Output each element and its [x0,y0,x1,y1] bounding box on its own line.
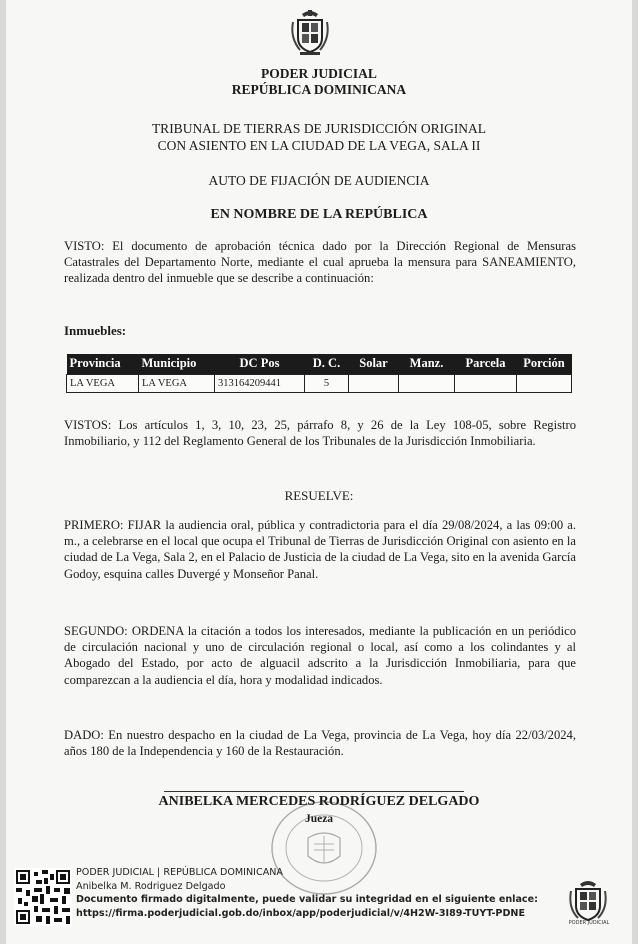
column-header: Manz. [399,354,455,374]
digital-signature-footer [76,866,546,920]
column-header: Provincia [67,354,139,374]
institution-header [6,66,632,98]
inmuebles-label: Inmuebles: [64,323,127,338]
column-header: Solar [349,354,399,374]
primero-paragraph: PRIMERO: FIJAR la audiencia oral, pública y contradictoria para el día 29/08/2024, a las 09:00 a. m., a celebrarse en el local que ocupa el Tribunal de Tierras de Jurisdicción Original con asiento en la ciudad de La Vega, Sala 2, en el Palacio de Justicia de la ciudad de La Vega, sito en la avenida García Godoy, esquina calles Duvergé y Monseñor Panal. [64,518,576,581]
signer-role: Jueza [304,813,334,825]
institution-name: PODER JUDICIAL [261,66,377,81]
invocation-heading: EN NOMBRE DE LA REPÚBLICA [210,207,428,222]
table-header-row [67,354,572,374]
court-name [6,120,632,154]
signer-name: ANIBELKA MERCEDES RODRÍGUEZ DELGADO [158,794,480,809]
table-row [67,374,572,392]
table-cell [455,374,517,392]
table-cell: 5 [305,374,349,392]
document-type: AUTO DE FIJACIÓN DE AUDIENCIA [208,173,430,188]
table-cell: 313164209441 [215,374,305,392]
country-name: REPÚBLICA DOMINICANA [231,82,407,97]
court-line-1: TRIBUNAL DE TIERRAS DE JURISDICCIÓN ORIGINAL [151,121,487,136]
qr-code-icon[interactable] [14,868,72,926]
table-cell [349,374,399,392]
table-cell: LA VEGA [67,374,139,392]
column-header: DC Pos [215,354,305,374]
segundo-paragraph: SEGUNDO: ORDENA la citación a todos los interesados, mediante la publicación en un periódico de circulación nacional y uno de circulación regional o local, así como a los colindantes y al Abogado del Estado, por acto de alguacil adscrito a la Jurisdicción Inmobiliaria, para que comparezcan a la audiencia el día, hora y modalidad indicados. [64,624,576,687]
column-header: D. C. [305,354,349,374]
signature-line [164,791,464,792]
vistos-paragraph: VISTOS: Los artículos 1, 3, 10, 23, 25, párrafo 8, y 26 de la Ley 108-05, sobre Registro Inmobiliario, y 112 del Reglamento General de los Tribunales de la Jurisdicción Inmobiliaria. [64,418,576,449]
coat-of-arms-icon [290,8,330,56]
footer-signer: Anibelka M. Rodriguez Delgado [76,880,226,892]
property-table [66,354,572,393]
court-line-2: CON ASIENTO EN LA CIUDAD DE LA VEGA, SALA II [157,138,481,153]
column-header: Parcela [455,354,517,374]
column-header: Porción [517,354,572,374]
table-cell: LA VEGA [139,374,215,392]
footer-validation-text: Documento firmado digitalmente, puede validar su integridad en el siguiente enlace: [76,894,538,906]
validation-link[interactable]: https://firma.poderjudicial.gob.do/inbox/app/poderjudicial/v/4H2W-3I89-TUYT-PDNE [76,907,526,919]
table-cell [399,374,455,392]
resuelve-heading: RESUELVE: [284,488,354,503]
dado-paragraph: DADO: En nuestro despacho en la ciudad de La Vega, provincia de La Vega, hoy día 22/03/2024, años 180 de la Independencia y 160 de la Restauración. [64,728,576,759]
table-cell [517,374,572,392]
footer-institution: PODER JUDICIAL | REPÚBLICA DOMINICANA [76,867,283,878]
document-page [6,0,632,944]
visto-paragraph: VISTO: El documento de aprobación técnica dado por la Dirección Regional de Mensuras Catastrales del Departamento Norte, mediante el cual aprueba la mensura para SANEAMIENTO, realizada dentro del inmueble que se describe a continuación: [64,239,576,286]
logo-caption: PODER JUDICIAL [568,920,610,926]
column-header: Municipio [139,354,215,374]
